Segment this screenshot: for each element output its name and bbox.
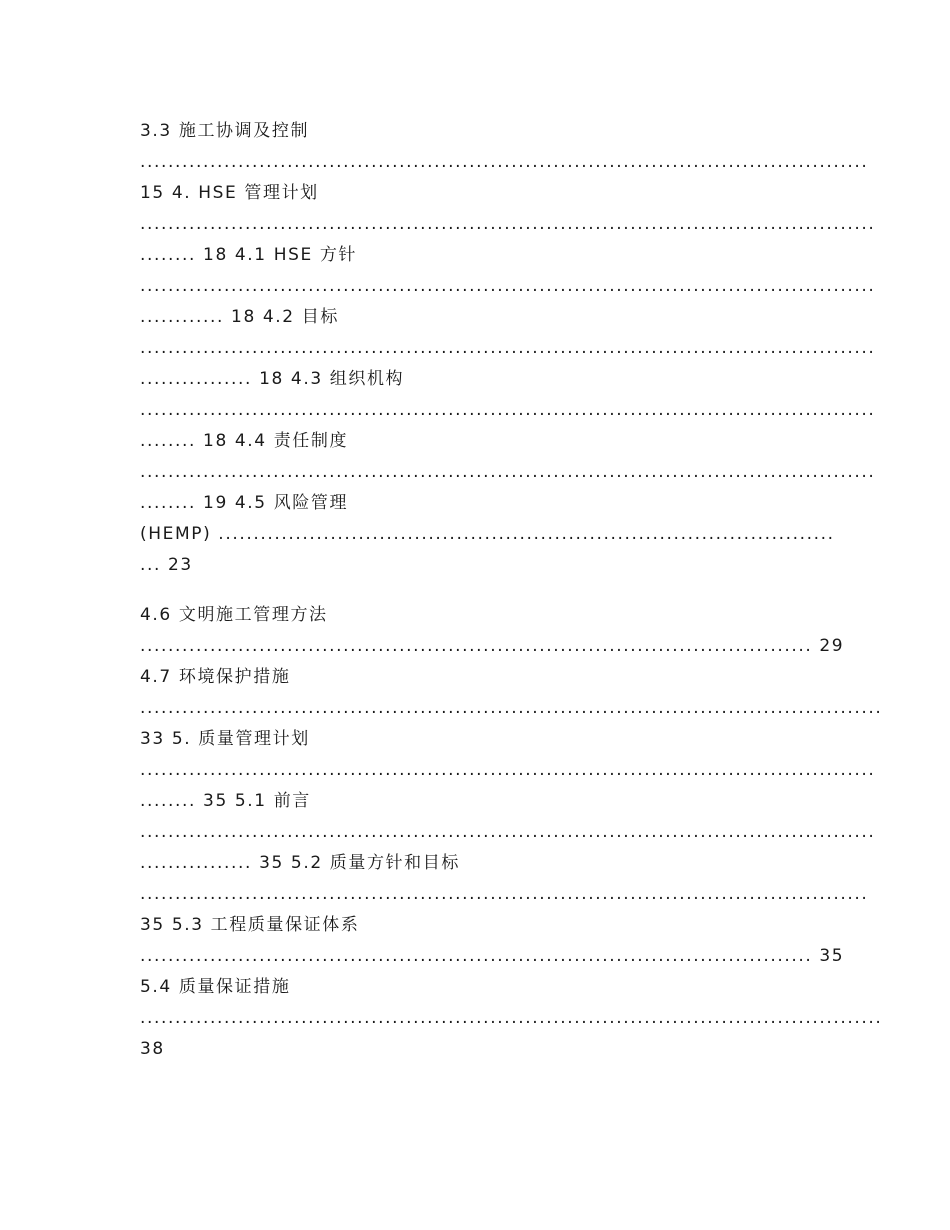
toc-leader-dots: ................................................................................................ 29 <box>140 636 845 656</box>
toc-entry-heading: 38 <box>140 1039 165 1059</box>
toc-leader-dots: ......................................................................................................... <box>140 822 876 842</box>
toc-entry-heading: (HEMP) ........................................................................................ <box>140 524 835 544</box>
toc-entry-heading: ... 23 <box>140 555 193 575</box>
toc-entry-heading: 33 5. 质量管理计划 <box>140 729 310 749</box>
toc-entry-heading: ................ 18 4.3 组织机构 <box>140 369 405 389</box>
toc-leader-dots: ......................................................................................................... <box>140 400 876 420</box>
toc-entry-heading: ................ 35 5.2 质量方针和目标 <box>140 853 460 873</box>
toc-entry-heading: 4.6 文明施工管理方法 <box>140 605 328 625</box>
toc-leader-dots: ......................................................................................................... <box>140 338 876 358</box>
toc-leader-dots: .......................................................................................................... <box>140 1008 883 1028</box>
toc-entry-heading: 3.3 施工协调及控制 <box>140 121 310 141</box>
toc-leader-dots: ......................................................................................................... <box>140 760 876 780</box>
toc-leader-dots: .......................................................................................................... <box>140 698 883 718</box>
toc-leader-dots: ................................................................................................ 35 <box>140 946 845 966</box>
toc-entry-heading: ........ 19 4.5 风险管理 <box>140 493 349 513</box>
toc-entry-heading: ............ 18 4.2 目标 <box>140 307 339 327</box>
toc-entry-heading: 4.7 环境保护措施 <box>140 667 291 687</box>
toc-entry-heading: ........ 35 5.1 前言 <box>140 791 311 811</box>
toc-entry-heading: 35 5.3 工程质量保证体系 <box>140 915 360 935</box>
toc-entry-heading: ........ 18 4.1 HSE 方针 <box>140 245 358 265</box>
toc-leader-dots: ......................................................................................................... <box>140 462 876 482</box>
toc-leader-dots: ........................................................................................................ <box>140 152 869 172</box>
toc-entry-heading: 5.4 质量保证措施 <box>140 977 291 997</box>
toc-leader-dots: ........................................................................................................ <box>140 884 869 904</box>
toc-entry-heading: ........ 18 4.4 责任制度 <box>140 431 349 451</box>
toc-entry-heading: 15 4. HSE 管理计划 <box>140 183 319 203</box>
toc-leader-dots: ......................................................................................................... <box>140 276 876 296</box>
toc-leader-dots: ......................................................................................................... <box>140 214 876 234</box>
